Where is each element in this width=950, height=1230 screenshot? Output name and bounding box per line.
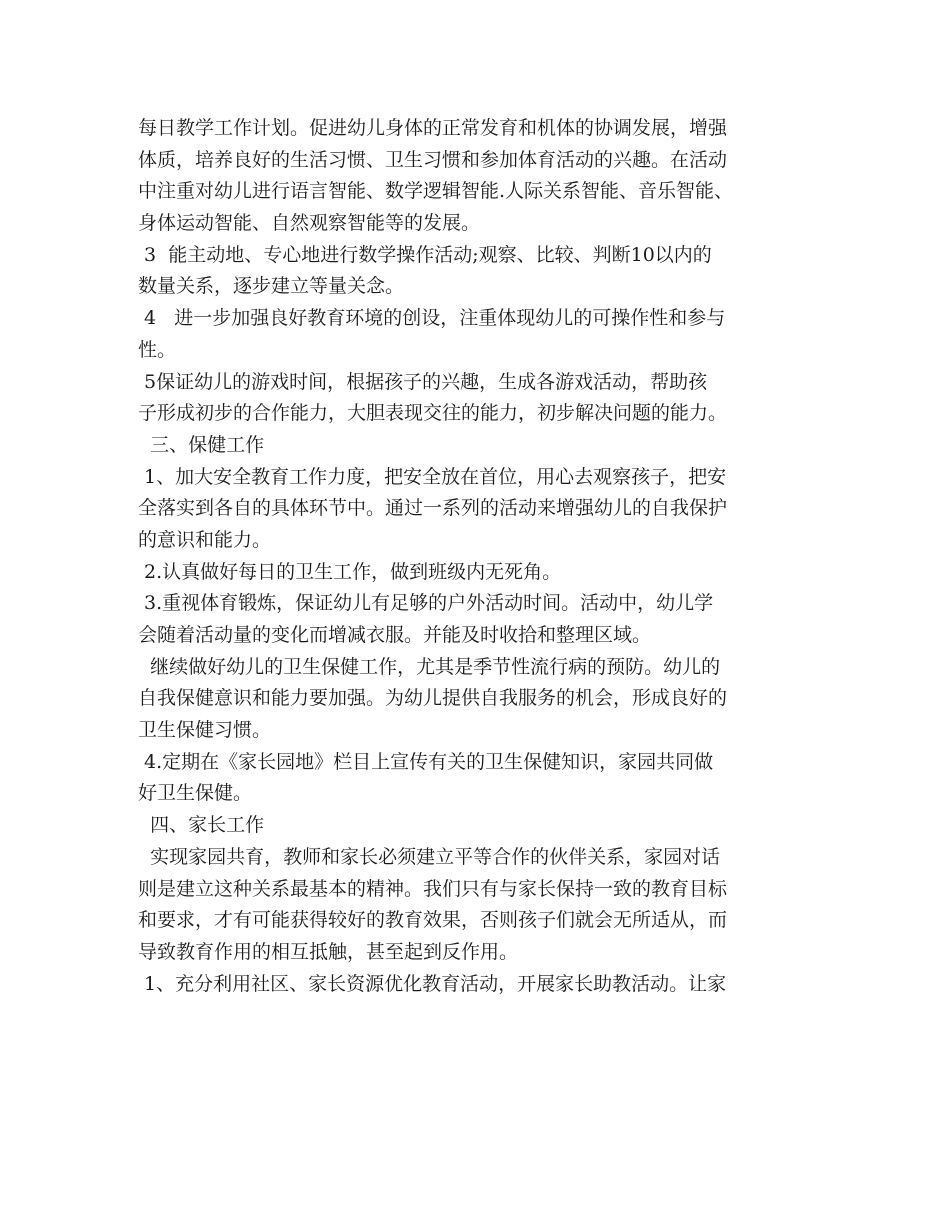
text-line: 的意识和能力。 [138, 528, 272, 551]
section-heading: 四、家长工作 [138, 814, 265, 837]
text-line: 自我保健意识和能力要加强。为幼儿提供自我服务的机会，形成良好的 [138, 687, 728, 710]
text-line: 会随着活动量的变化而增减衣服。并能及时收拾和整理区域。 [138, 624, 652, 646]
text-line: 2.认真做好每日的卫生工作，做到班级内无死角。 [138, 560, 562, 583]
text-line: 好卫生保健。 [138, 782, 253, 805]
text-line: 体质，培养良好的生活习惯、卫生习惯和参加体育活动的兴趣。在活动 [138, 148, 728, 171]
text-line: 则是建立这种关系最基本的精神。我们只有与家长保持一致的教育目标 [138, 877, 728, 900]
text-line: 每日教学工作计划。促进幼儿身体的正常发育和机体的协调发展，增强 [138, 117, 728, 139]
text-line: 4 进一步加强良好教育环境的创设，注重体现幼儿的可操作性和参与 [138, 307, 726, 330]
text-line: 3.重视体育锻炼，保证幼儿有足够的户外活动时间。活动中，幼儿学 [138, 592, 714, 615]
text-line: 3 能主动地、专心地进行数学操作活动;观察、比较、判断10以内的 [138, 243, 712, 266]
text-line: 实现家园共育，教师和家长必须建立平等合作的伙伴关系，家园对话 [138, 845, 721, 868]
text-line: 继续做好幼儿的卫生保健工作，尤其是季节性流行病的预防。幼儿的 [138, 655, 721, 678]
document-body [138, 113, 818, 1000]
text-line: 身体运动智能、自然观察智能等的发展。 [138, 212, 481, 235]
section-heading: 三、保健工作 [138, 433, 265, 456]
text-line: 和要求，才有可能获得较好的教育效果，否则孩子们就会无所适从，而 [138, 909, 728, 932]
text-line: 子形成初步的合作能力，大胆表现交往的能力，初步解决问题的能力。 [138, 402, 728, 425]
text-line: 全落实到各自的具体环节中。通过一系列的活动来增强幼儿的自我保护 [138, 497, 728, 520]
text-line: 5保证幼儿的游戏时间，根据孩子的兴趣，生成各游戏活动，帮助孩 [138, 370, 708, 393]
text-line: 数量关系，逐步建立等量关念。 [138, 275, 405, 298]
text-line: 卫生保健习惯。 [138, 719, 272, 742]
text-line: 中注重对幼儿进行语言智能、数学逻辑智能.人际关系智能、音乐智能、 [138, 180, 734, 203]
text-line: 导致教育作用的相互抵触，甚至起到反作用。 [138, 940, 519, 963]
text-line: 性。 [138, 338, 177, 361]
text-line: 1、充分利用社区、家长资源优化教育活动，开展家长助教活动。让家 [138, 972, 727, 995]
text-line: 1、加大安全教育工作力度，把安全放在首位，用心去观察孩子，把安 [138, 465, 727, 488]
text-line: 4.定期在《家长园地》栏目上宣传有关的卫生保健知识，家园共同做 [138, 750, 714, 773]
